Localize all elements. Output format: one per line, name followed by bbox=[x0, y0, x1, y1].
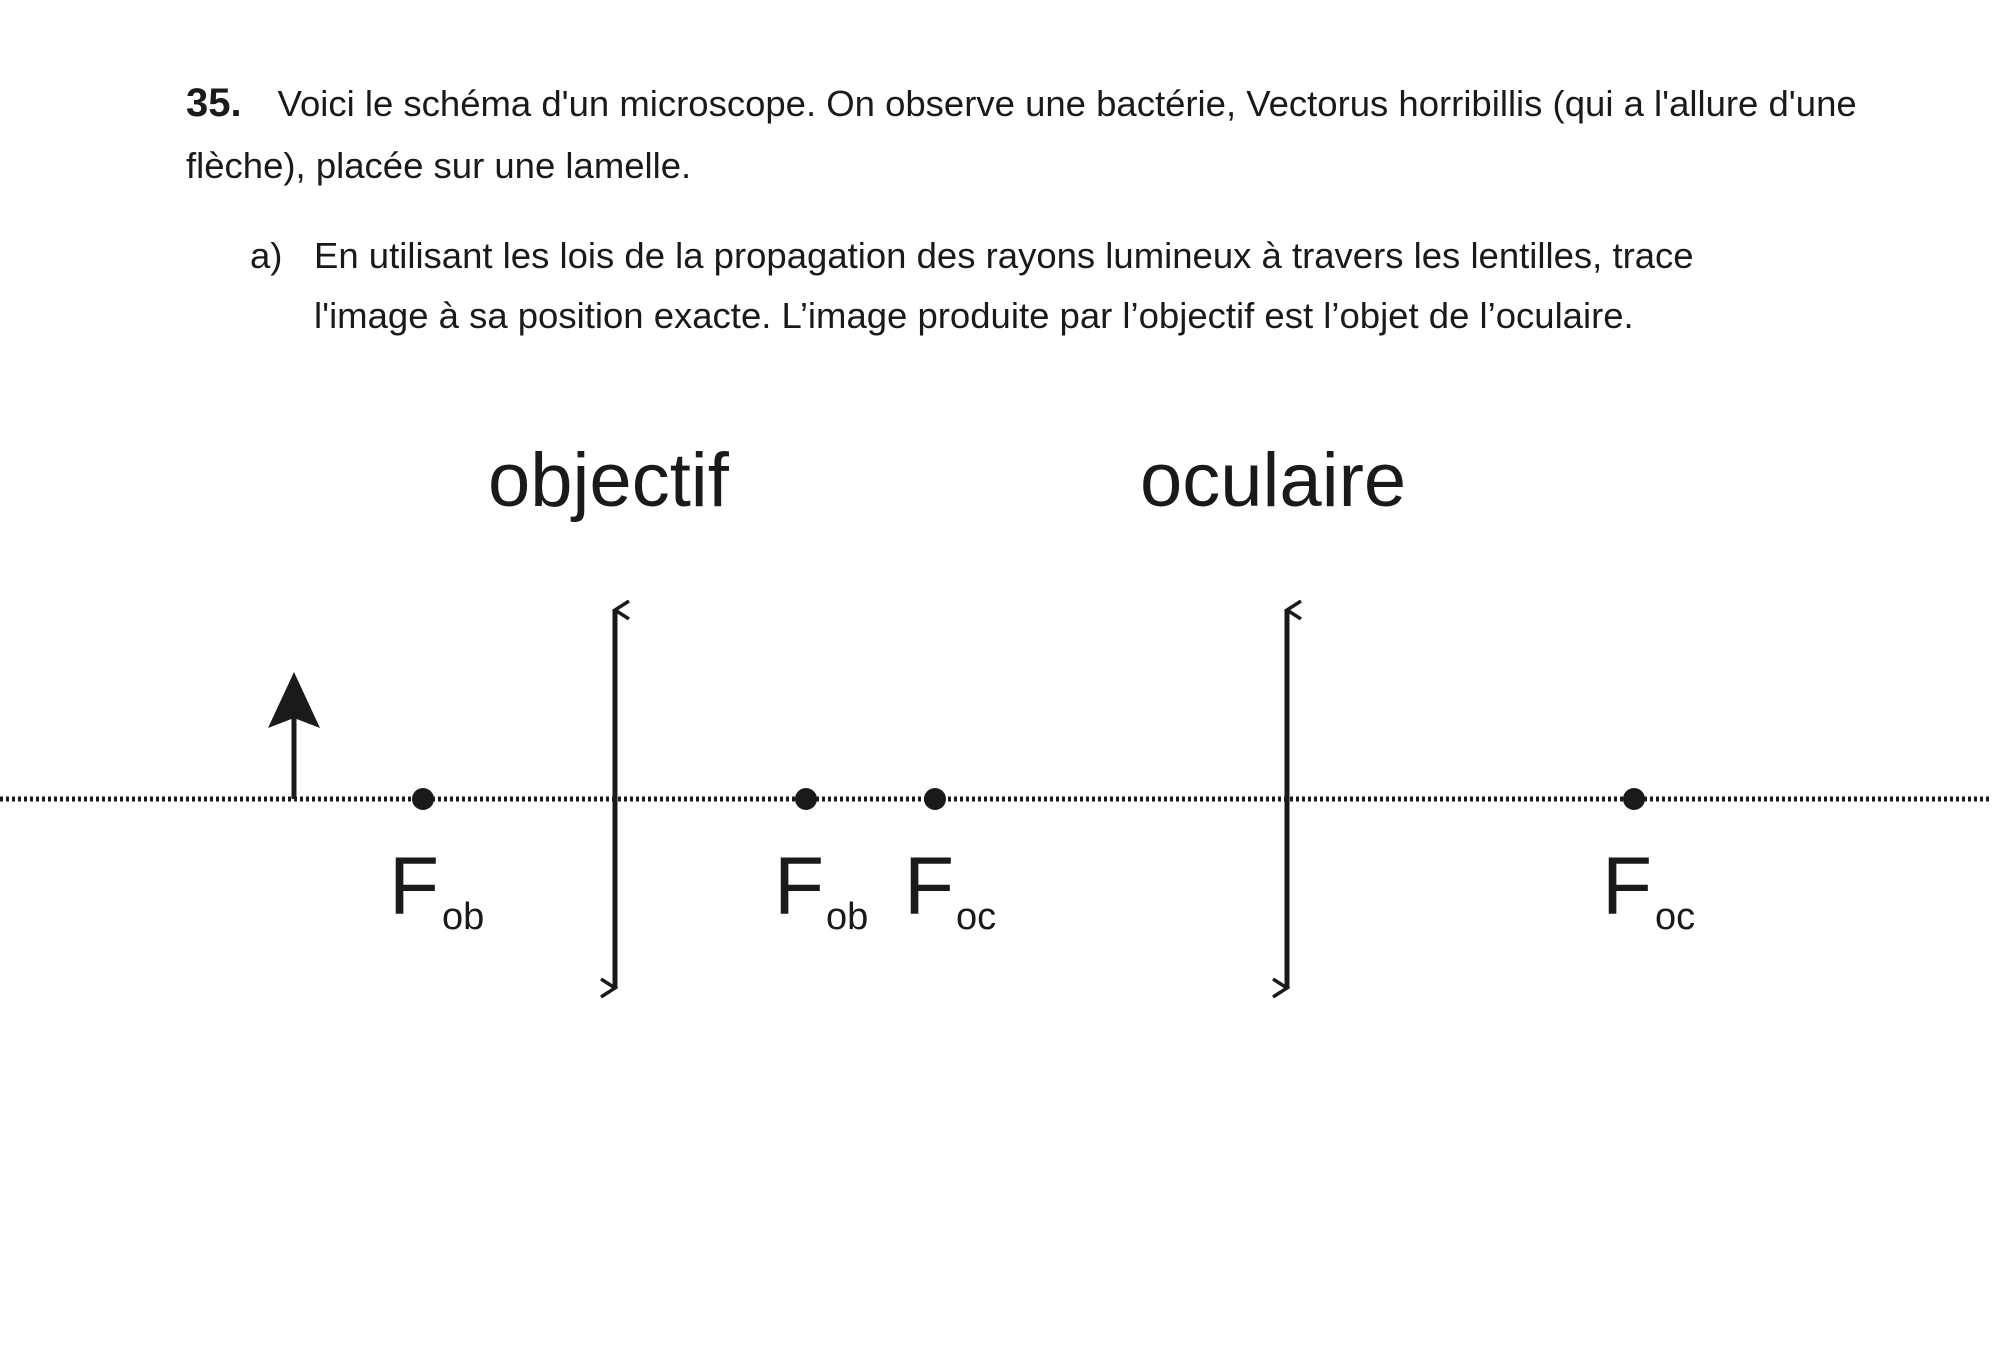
svg-text:F: F bbox=[1602, 841, 1653, 932]
objectif-label: objectif bbox=[488, 438, 729, 523]
object-arrow bbox=[268, 672, 320, 799]
svg-text:F: F bbox=[904, 841, 955, 932]
svg-text:ob: ob bbox=[442, 896, 485, 938]
focal-point-fob-right bbox=[795, 788, 817, 810]
oculaire-label: oculaire bbox=[1140, 438, 1407, 523]
question-text: Voici le schéma d'un microscope. On observe une bactérie, Vectorus horribillis (qui a l'allure d'une flèche), placée sur une lamelle. bbox=[186, 83, 1857, 186]
svg-text:oc: oc bbox=[956, 896, 997, 938]
svg-text:F: F bbox=[389, 841, 440, 932]
question-number: 35. bbox=[186, 81, 242, 125]
focal-label-fob-right bbox=[774, 841, 868, 938]
svg-text:oc: oc bbox=[1655, 896, 1696, 938]
focal-point-fob-left bbox=[412, 788, 434, 810]
focal-label-foc-left bbox=[904, 841, 996, 938]
focal-label-fob-left bbox=[389, 841, 484, 938]
sub-question-label: a) bbox=[250, 235, 283, 276]
svg-text:ob: ob bbox=[826, 896, 869, 938]
sub-question-text: En utilisant les lois de la propagation des rayons lumineux à travers les lentilles, trace l'image à sa position exacte. L’image produite par l’objectif est l’objet de l’oculaire. bbox=[314, 235, 1694, 336]
focal-point-foc-right bbox=[1623, 788, 1645, 810]
focal-label-foc-right bbox=[1602, 841, 1695, 938]
svg-text:F: F bbox=[774, 841, 825, 932]
focal-point-foc-left bbox=[924, 788, 946, 810]
